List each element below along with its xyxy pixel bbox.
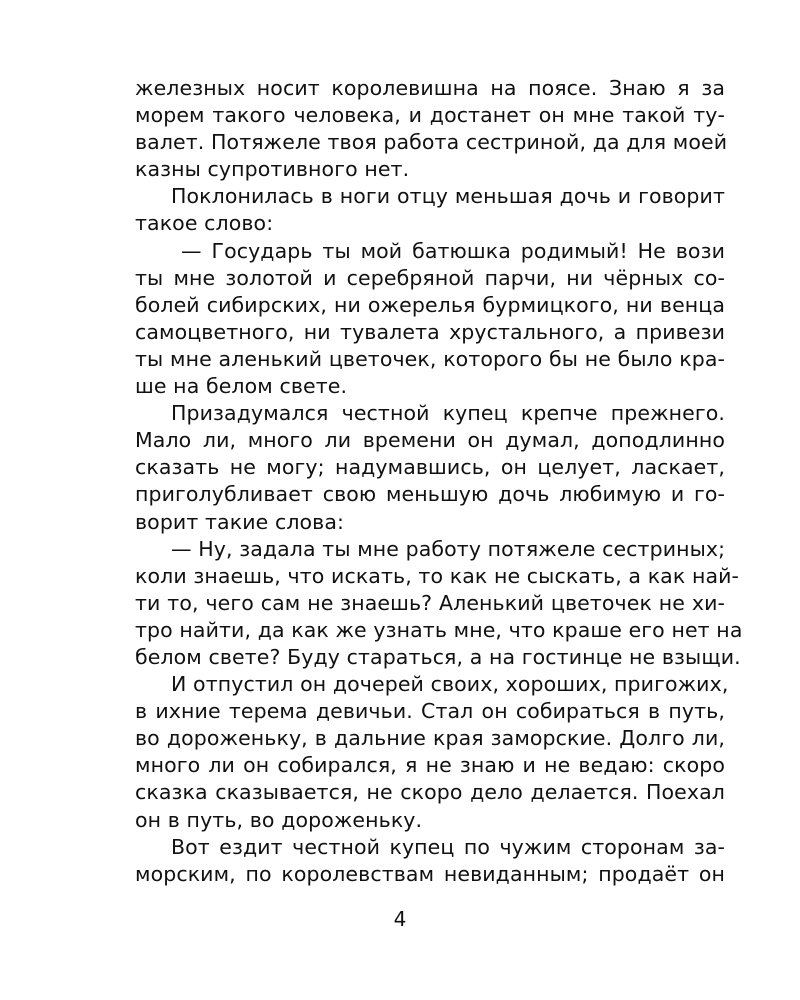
text-line: Поклонилась в ноги отцу меньшая дочь и говорит [171, 184, 725, 209]
page-number: 4 [393, 907, 407, 931]
text-line: белом свете? Буду стараться, а на гостинце не взыщи. [135, 644, 741, 669]
text-line: он в путь, во дороженьку. [135, 807, 423, 832]
text-line: сказать не могу; надумавшись, он целует, ласкает, [135, 455, 725, 480]
text-line: самоцветного, ни тувалета хрустального, а привези [135, 319, 725, 344]
text-line: тро найти, да как же узнать мне, что краше его нет на [135, 617, 743, 642]
text-line: — Государь ты мой батюшка родимый! Не вози [181, 238, 725, 263]
text-line: ти то, чего сам не знаешь? Аленький цветочек не хи- [135, 590, 725, 615]
text-line: — Ну, задала ты мне работу потяжеле сестриных; [171, 536, 726, 561]
text-line: морским, по королевствам невиданным; продаёт он [135, 861, 725, 886]
text-line: коли знаешь, что искать, то как не сыскать, а как най- [135, 563, 740, 588]
text-line: много ли он собирался, я не знаю и не ведаю: скоро [135, 753, 725, 778]
text-line: валет. Потяжеле твоя работа сестриной, да для моей [135, 130, 728, 155]
text-line: во дороженьку, в дальние края заморские. Долго ли, [135, 726, 725, 751]
text-line: в ихние терема девичьи. Стал он собираться в путь, [135, 699, 725, 724]
body-text [135, 75, 743, 888]
text-line: сказка сказывается, не скоро дело делается. Поехал [135, 780, 725, 805]
text-line: такое слово: [135, 211, 274, 236]
text-line: болей сибирских, ни ожерелья бурмицкого, ни венца [135, 292, 725, 317]
text-line: железных носит королевишна на поясе. Знаю я за [135, 76, 725, 100]
text-line: ше на белом свете. [135, 374, 348, 399]
text-line: ты мне аленький цветочек, которого бы не было кра- [135, 346, 725, 371]
text-line: казны супротивного нет. [135, 157, 410, 182]
text-line: Вот ездит честной купец по чужим сторонам за- [171, 834, 725, 859]
text-line: И отпустил он дочерей своих, хороших, пригожих, [171, 672, 729, 697]
text-line: ты мне золотой и серебряной парчи, ни чёрных со- [135, 265, 725, 290]
text-line: Призадумался честной купец крепче прежнего. [171, 401, 725, 426]
text-line: приголубливает свою меньшую дочь любимую и го- [135, 482, 725, 507]
text-line: ворит такие слова: [135, 509, 345, 534]
text-line: морем такого человека, и достанет он мне такой ту- [135, 103, 725, 128]
text-line: Мало ли, много ли времени он думал, доподлинно [135, 428, 725, 453]
